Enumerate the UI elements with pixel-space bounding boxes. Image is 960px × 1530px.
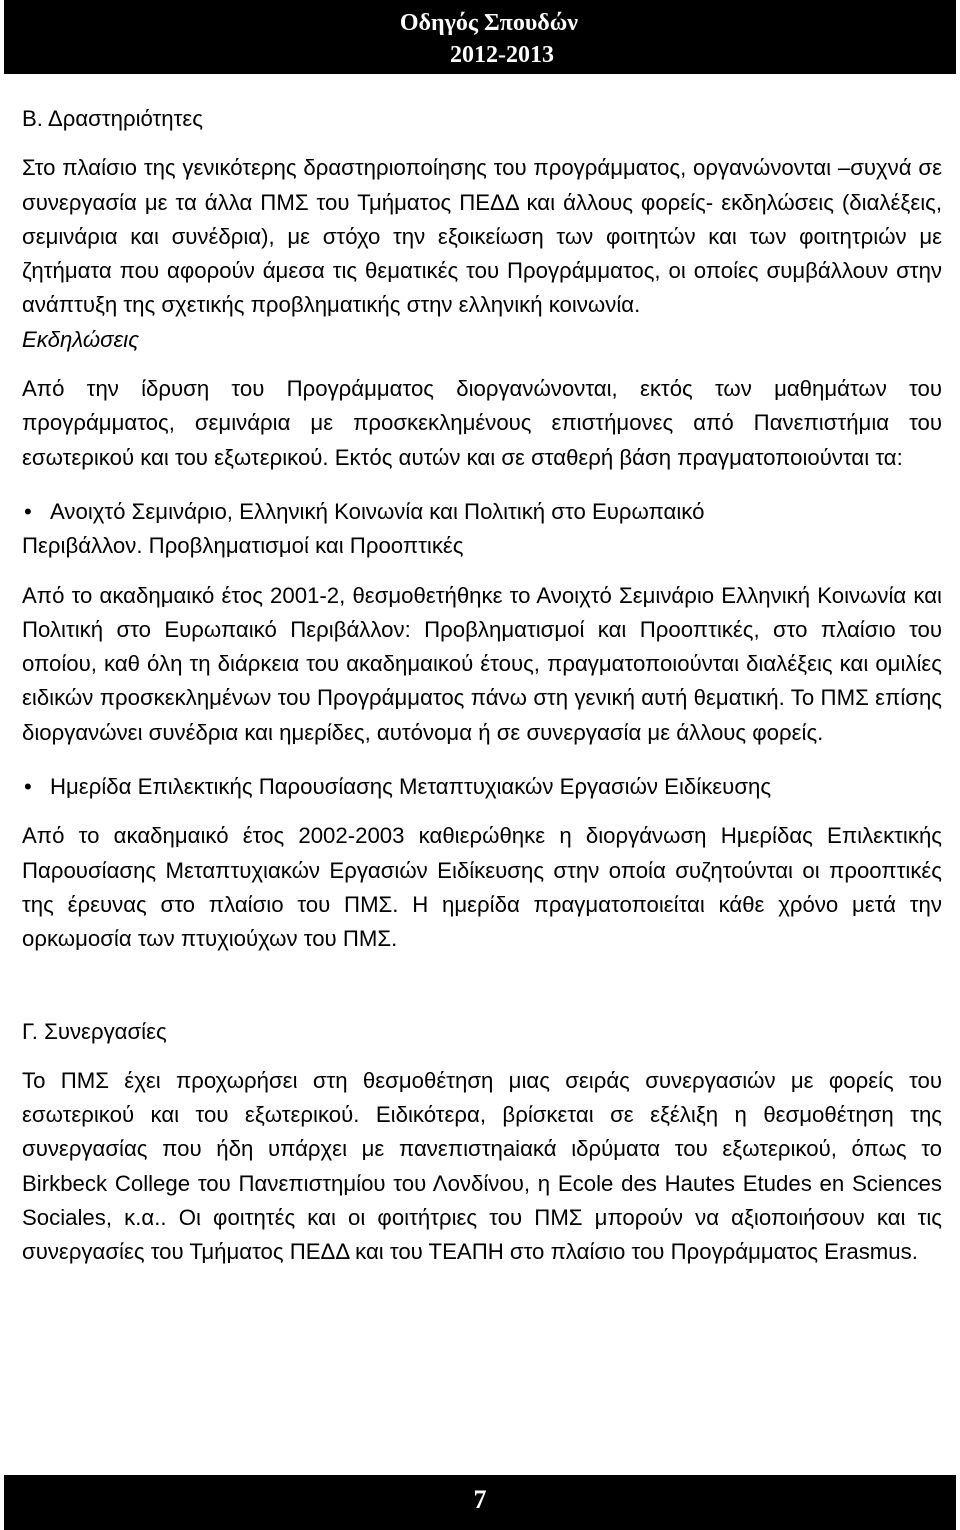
section-b-heading: Β. Δραστηριότητες	[22, 106, 203, 131]
academic-year: 2012-2013	[450, 42, 554, 68]
bullet-item-presentation-day	[22, 770, 942, 804]
presentation-day-paragraph: Από το ακαδημαικό έτος 2002-2003 καθιερώθηκε η διοργάνωση Ημερίδας Επιλεκτικής Παρουσίασης Μεταπτυχιακών Εργασιών Ειδίκευσης στην οποία συζητούνται οι προοπτικές της έρευνας στο πλαίσιο του ΠΜΣ. Η ημερίδα πραγματοποιείται κάθε χρόνο μετά την ορκωμοσία των πτυχιούχων του ΠΜΣ.	[22, 823, 942, 952]
events-paragraph: Από την ίδρυση του Προγράμματος διοργανώνονται, εκτός των μαθημάτων του προγράμματος, σεμινάρια με προσκεκλημένους επιστήμονες από Πανεπιστήμια του εσωτερικού και του εξωτερικού. Εκτός αυτών και σε σταθερή βάση πραγματοποιούνται τα:	[22, 376, 942, 470]
page-content	[22, 102, 942, 1270]
page-footer	[4, 1475, 956, 1530]
guide-title: Οδηγός Σπουδών	[399, 10, 578, 36]
page-header	[4, 0, 956, 74]
bullet-icon: •	[24, 498, 32, 524]
section-c-heading: Γ. Συνεργασίες	[22, 1018, 167, 1044]
page-number: 7	[473, 1485, 487, 1514]
events-subheading: Εκδηλώσεις	[22, 326, 140, 352]
bullet-item-open-seminar	[22, 495, 942, 529]
bullet-icon: •	[24, 774, 32, 800]
section-b-intro: Στο πλαίσιο της γενικότερης δραστηριοποίησης του προγράμματος, οργανώνονται –συχνά σε συνεργασία με τα άλλα ΠΜΣ του Τμήματος ΠΕΔΔ και άλλους φορείς- εκδηλώσεις (διαλέξεις, σεμινάρια και συνέδρια), με στόχο την εξοικείωση των φοιτητών και των φοιτητριών με ζητήματα που αφορούν άμεσα τις θεματικές του Προγράμματος, οι οποίες συμβάλλουν στην ανάπτυξη της σχετικής προβληματικής στην ελληνική κοινωνία.	[22, 155, 942, 318]
open-seminar-paragraph: Από το ακαδημαικό έτος 2001-2, θεσμοθετήθηκε το Ανοιχτό Σεμινάριο Ελληνική Κοινωνία και Πολιτική στο Ευρωπαικό Περιβάλλον: Προβληματισμοί και Προοπτικές, στο πλαίσιο του οποίου, καθ όλη τη διάρκεια του ακαδημαικού έτους, πραγματοποιούνται διαλέξεις και ομιλίες ειδικών προσκεκλημένων του Προγράμματος πάνω στη γενική αυτή θεματική. Το ΠΜΣ επίσης διοργανώνει συνέδρια και ημερίδες, αυτόνομα ή σε συνεργασία με άλλους φορείς.	[22, 582, 942, 745]
section-c-paragraph: Το ΠΜΣ έχει προχωρήσει στη θεσμοθέτηση μιας σειράς συνεργασιών με φορείς του εσωτερικού και του εξωτερικού. Ειδικότερα, βρίσκεται σε εξέλιξη η θεσμοθέτηση της συνεργασίας που ήδη υπάρχει με πανεπιστηaiακά ιδρύματα του εξωτερικού, όπως το Birkbeck College του Πανεπιστημίου του Λονδίνου, η Ecole des Hautes Etudes en Sciences Sociales, κ.α.. Οι φοιτητές και οι φοιτήτριες του ΠΜΣ μπορούν να αξιοποιήσουν και τις συνεργασίες του Τμήματος ΠΕΔΔ και του ΤΕΑΠΗ στο πλαίσιο του Προγράμματος Erasmus.	[22, 1067, 942, 1265]
bullet-item-label: Ανοιχτό Σεμινάριο, Ελληνική Κοινωνία και Πολιτική στο Ευρωπαικό	[50, 498, 705, 524]
bullet-item-label-continuation: Περιβάλλον. Προβληματισμοί και Προοπτικές	[22, 533, 464, 559]
bullet-item-label: Ημερίδα Επιλεκτικής Παρουσίασης Μεταπτυχιακών Εργασιών Ειδίκευσης	[50, 774, 772, 800]
